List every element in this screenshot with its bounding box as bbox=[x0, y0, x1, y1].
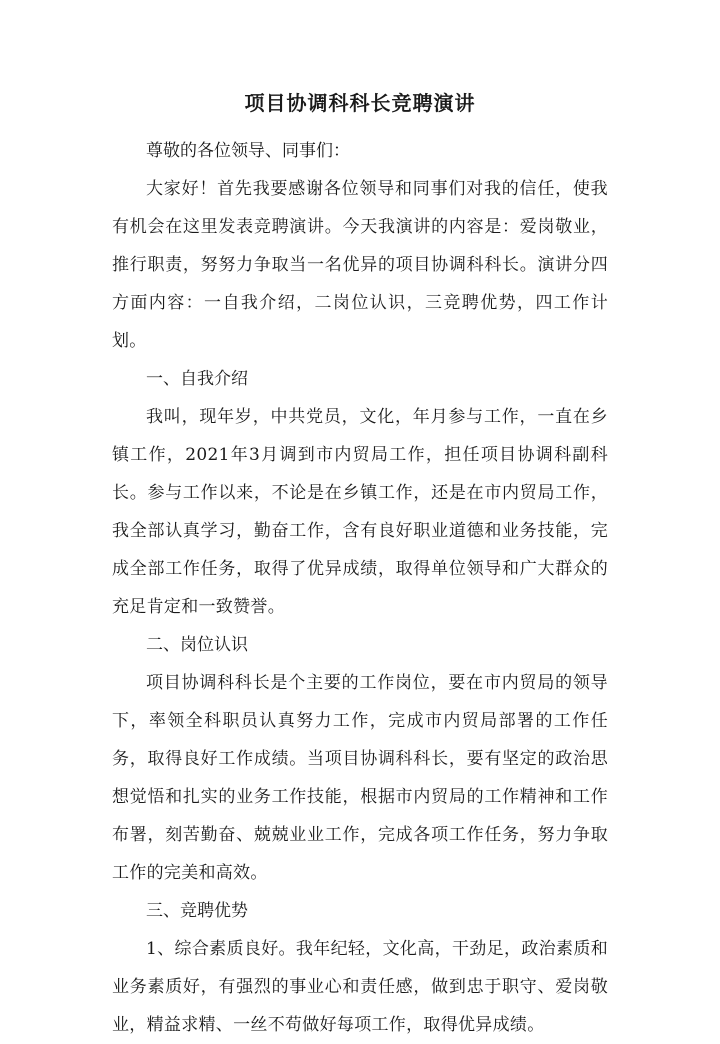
salutation: 尊敬的各位领导、同事们： bbox=[146, 141, 350, 161]
section-heading-self-intro: 一、自我介绍 bbox=[146, 369, 248, 389]
section-heading-advantages: 三、竞聘优势 bbox=[146, 901, 248, 921]
intro-paragraph: 大家好！首先我要感谢各位领导和同事们对我的信任，使我有机会在这里发表竞聘演讲。今天我演讲的内容是：爱岗敬业，推行职责，努努力争取当一名优异的项目协调科科长。演讲分四方面内容：一自我介绍，二岗位认识，三竞聘优势，四工作计划。 bbox=[112, 179, 608, 351]
document-title: 项目协调科科长竞聘演讲 bbox=[244, 91, 476, 115]
section-paragraph-advantages: 1、综合素质良好。我年纪轻，文化高，干劲足，政治素质和业务素质好，有强烈的事业心和责任感，做到忠于职守、爱岗敬业，精益求精、一丝不苟做好每项工作，取得优异成绩。 bbox=[112, 939, 608, 1035]
section-heading-position: 二、岗位认识 bbox=[146, 635, 248, 655]
section-paragraph-self-intro: 我叫，现年岁，中共党员，文化，年月参与工作，一直在乡镇工作，2021年3月调到市内贸局工作，担任项目协调科副科长。参与工作以来，不论是在乡镇工作，还是在市内贸局工作，我全部认真学习，勤奋工作，含有良好职业道德和业务技能，完成全部工作任务，取得了优异成绩，取得单位领导和广大群众的充足肯定和一致赞誉。 bbox=[112, 407, 608, 617]
section-paragraph-position: 项目协调科科长是个主要的工作岗位，要在市内贸局的领导下，率领全科职员认真努力工作，完成市内贸局部署的工作任务，取得良好工作成绩。当项目协调科科长，要有坚定的政治思想觉悟和扎实的业务工作技能，根据市内贸局的工作精神和工作布署，刻苦勤奋、兢兢业业工作，完成各项工作任务，努力争取工作的完美和高效。 bbox=[112, 673, 608, 883]
